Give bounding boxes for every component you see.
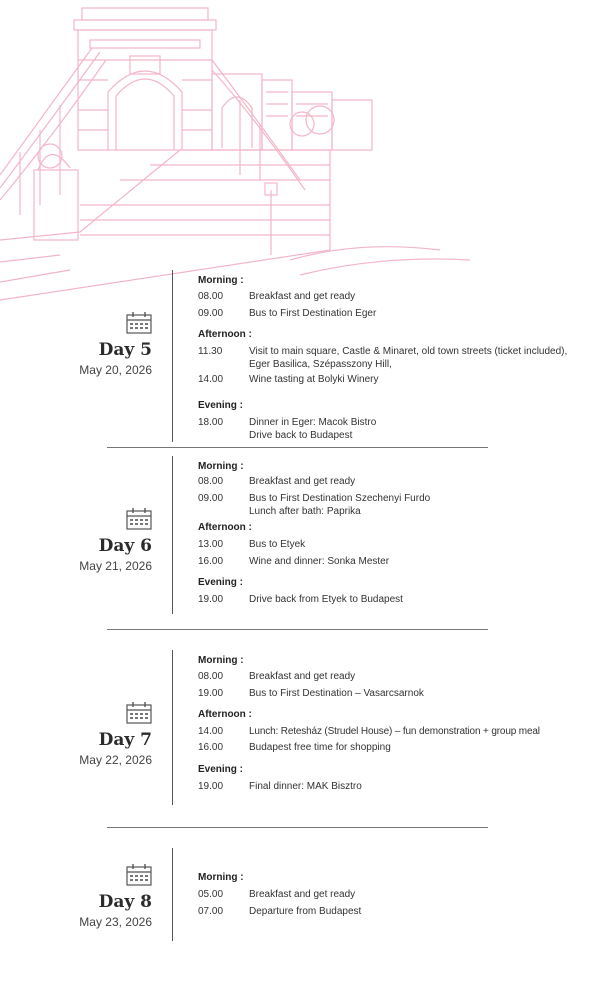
day-title: Day 8 [98, 892, 152, 912]
evening-block [198, 763, 598, 792]
activity: Breakfast and get ready [249, 476, 356, 487]
day-7-header [60, 702, 152, 767]
activity: Bus to Etyek [249, 539, 306, 550]
evening-block [198, 399, 598, 441]
calendar-icon [126, 312, 152, 334]
activity: Breakfast and get ready [249, 671, 356, 682]
activity: Breakfast and get ready [249, 291, 356, 302]
activity: Breakfast and get ready [249, 889, 356, 900]
morning-label: Morning : [198, 872, 244, 883]
activity: Dinner in Eger: Macok Bistro [249, 417, 377, 428]
time: 07.00 [198, 906, 224, 917]
time: 14.00 [198, 374, 224, 385]
evening-block [198, 576, 598, 605]
activity: Drive back from Etyek to Budapest [249, 594, 403, 605]
day-8-header [60, 864, 152, 929]
afternoon-label: Afternoon : [198, 522, 252, 533]
morning-block [198, 274, 598, 319]
calendar-icon [126, 508, 152, 530]
evening-label: Evening : [198, 577, 244, 588]
evening-label: Evening : [198, 764, 244, 775]
afternoon-block [198, 521, 598, 567]
activity: Budapest free time for shopping [249, 742, 391, 753]
time: 16.00 [198, 556, 224, 567]
day-5-header [60, 312, 152, 377]
activity: Bus to First Destination Szechenyi Furdo [249, 493, 431, 504]
afternoon-label: Afternoon : [198, 329, 252, 340]
time: 11.30 [198, 346, 223, 357]
activity: Bus to First Destination – Vasarcsarnok [249, 688, 424, 699]
day-date: May 22, 2026 [79, 753, 152, 767]
time: 14.00 [198, 726, 224, 737]
time: 09.00 [198, 493, 224, 504]
calendar-icon [126, 702, 152, 724]
afternoon-block [198, 328, 598, 385]
activity-continued: Drive back to Budapest [249, 430, 353, 441]
activity: Final dinner: MAK Bisztro [249, 781, 362, 792]
activity: Bus to First Destination Eger [249, 308, 377, 319]
activity: Visit to main square, Castle & Minaret, old town streets (ticket included), Eger Basilica, Szépasszony Hill, [249, 346, 568, 370]
timeline-divider [172, 270, 173, 442]
morning-label: Morning : [198, 655, 244, 666]
time: 16.00 [198, 742, 224, 753]
timeline-divider [172, 650, 173, 805]
morning-label: Morning : [198, 275, 244, 286]
afternoon-label: Afternoon : [198, 709, 252, 720]
time: 08.00 [198, 476, 224, 487]
evening-label: Evening : [198, 400, 244, 411]
day-6-header [60, 508, 152, 573]
time: 09.00 [198, 308, 224, 319]
morning-block [198, 871, 598, 917]
time: 18.00 [198, 417, 224, 428]
activity-continued: Lunch after bath: Paprika [249, 506, 361, 517]
day-separator [107, 629, 488, 630]
time: 08.00 [198, 291, 224, 302]
day-date: May 23, 2026 [79, 915, 152, 929]
day-date: May 20, 2026 [79, 363, 152, 377]
morning-block [198, 460, 598, 517]
day-date: May 21, 2026 [79, 559, 152, 573]
activity: Lunch: Retesház (Strudel House) – fun demonstration + group meal [249, 726, 540, 737]
day-title: Day 6 [98, 536, 152, 556]
morning-block [198, 654, 598, 699]
day-separator [107, 827, 488, 828]
calendar-icon [126, 864, 152, 886]
day-separator [107, 447, 488, 448]
timeline-divider [172, 848, 173, 941]
day-title: Day 5 [98, 340, 152, 360]
activity: Departure from Budapest [249, 906, 362, 917]
chain-bridge-illustration [0, 0, 612, 320]
time: 19.00 [198, 594, 224, 605]
time: 19.00 [198, 781, 224, 792]
day-title: Day 7 [98, 730, 152, 750]
timeline-divider [172, 456, 173, 614]
afternoon-block [198, 708, 598, 753]
activity: Wine tasting at Bolyki Winery [249, 374, 379, 385]
time: 19.00 [198, 688, 224, 699]
time: 08.00 [198, 671, 224, 682]
activity: Wine and dinner: Sonka Mester [249, 556, 390, 567]
morning-label: Morning : [198, 461, 244, 472]
time: 13.00 [198, 539, 224, 550]
time: 05.00 [198, 889, 224, 900]
